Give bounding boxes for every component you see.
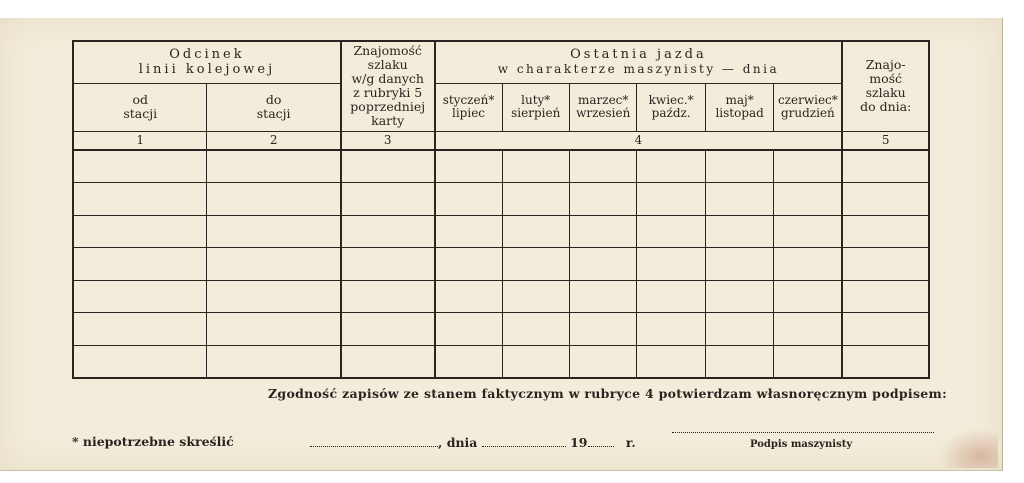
confirmation-text: Zgodność zapisów ze stanem faktycznym w rubryce 4 potwierdzam własnoręcznym podpisem: xyxy=(268,386,947,401)
table-row xyxy=(73,150,929,183)
table-row xyxy=(73,183,929,216)
paper-stain xyxy=(938,428,998,468)
month-header-4: kwiec.* paźdz. xyxy=(637,83,705,131)
section-header: Odcinek linii kolejowej xyxy=(73,41,341,83)
place-field[interactable] xyxy=(310,434,438,447)
signature-line[interactable] xyxy=(672,432,934,433)
from-station-header: od stacji xyxy=(73,83,207,131)
table-row xyxy=(73,313,929,346)
table-row xyxy=(73,345,929,378)
year-field[interactable] xyxy=(588,434,614,447)
date-line xyxy=(310,434,636,450)
comma-day-label: , dnia xyxy=(438,435,478,450)
table-row xyxy=(73,215,929,248)
table-row xyxy=(73,248,929,281)
month-header-6: czerwiec* grudzień xyxy=(774,83,842,131)
table-row xyxy=(73,280,929,313)
month-header-3: marzec* wrzesień xyxy=(569,83,636,131)
year-prefix: 19 xyxy=(570,435,588,450)
last-ride-header: Ostatnia jazda w charakterze maszynisty — dnia xyxy=(435,41,843,83)
footnote: * niepotrzebne skreślić xyxy=(72,434,234,449)
column-number-1: 1 xyxy=(73,131,207,150)
month-header-5: maj* listopad xyxy=(705,83,773,131)
signature-label: Podpis maszynisty xyxy=(750,439,853,450)
day-field[interactable] xyxy=(482,434,566,447)
form-card xyxy=(0,18,1003,471)
to-station-header: do stacji xyxy=(207,83,341,131)
route-knowledge-header: Znajo- mość szlaku do dnia: xyxy=(842,41,929,131)
month-header-1: styczeń* lipiec xyxy=(435,83,502,131)
column-number-5: 5 xyxy=(842,131,929,150)
year-suffix: r. xyxy=(625,435,636,450)
column-number-4: 4 xyxy=(435,131,843,150)
column-number-3: 3 xyxy=(341,131,435,150)
train-driver-record-table xyxy=(72,40,930,379)
month-header-2: luty* sierpień xyxy=(502,83,569,131)
column-number-2: 2 xyxy=(207,131,341,150)
knowledge-header: Znajomość szlaku w/g danych z rubryki 5 poprzedniej karty xyxy=(341,41,435,131)
